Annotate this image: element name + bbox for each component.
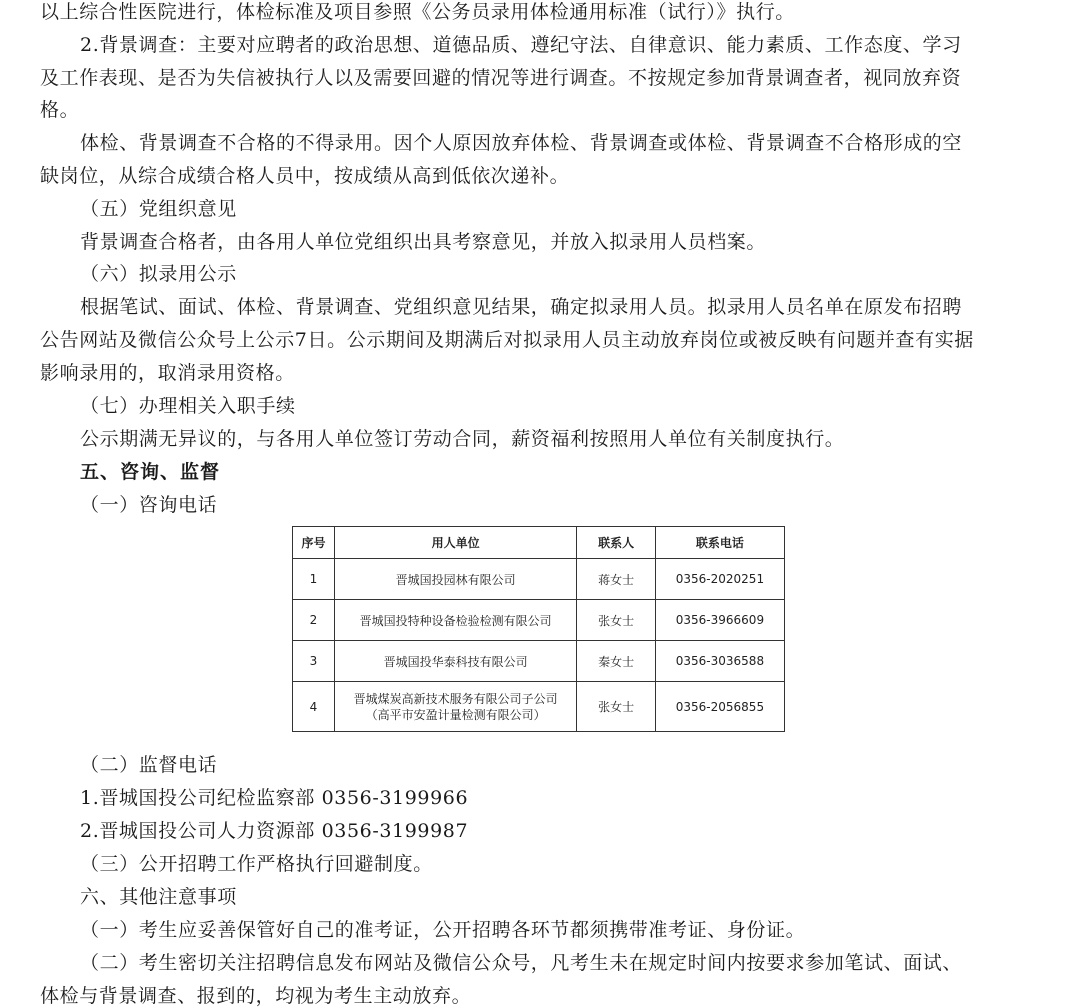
section-heading: （二）监督电话 <box>80 754 218 776</box>
chapter-heading: 五、咨询、监督 <box>80 461 221 483</box>
header-unit: 用人单位 <box>334 527 576 559</box>
paragraph-line: （一）考生应妥善保管好自己的准考证，公开招聘各环节都须携带准考证、身份证。 <box>80 919 806 941</box>
paragraph-line: 影响录用的，取消录用资格。 <box>40 362 295 384</box>
section-heading: （六）拟录用公示 <box>80 263 237 285</box>
paragraph-line: 体检与背景调查、报到的，均视为考生主动放弃。 <box>40 985 472 1007</box>
paragraph-line: 公告网站及微信公众号上公示7日。公示期间及期满后对拟录用人员主动放弃岗位或被反映有问题并查有实据 <box>40 329 974 351</box>
cell-no: 4 <box>293 682 335 732</box>
cell-unit-line2: （高平市安盈计量检测有限公司） <box>365 707 546 722</box>
cell-person: 秦女士 <box>577 641 656 682</box>
paragraph-line: 1.晋城国投公司纪检监察部 0356-3199966 <box>80 787 469 809</box>
table-row <box>293 641 785 682</box>
cell-phone: 0356-2020251 <box>655 559 784 600</box>
table-row <box>293 682 785 732</box>
cell-no: 3 <box>293 641 335 682</box>
table-row <box>293 559 785 600</box>
paragraph-line: （二）考生密切关注招聘信息发布网站及微信公众号，凡考生未在规定时间内按要求参加笔试、面试、 <box>80 952 963 974</box>
cell-unit: 晋城国投特种设备检验检测有限公司 <box>334 600 576 641</box>
paragraph-line: 以上综合性医院进行，体检标准及项目参照《公务员录用体检通用标准（试行）》执行。 <box>40 1 795 23</box>
cell-phone: 0356-3966609 <box>655 600 784 641</box>
cell-unit <box>334 682 576 732</box>
paragraph-line: 及工作表现、是否为失信被执行人以及需要回避的情况等进行调查。不按规定参加背景调查者，视同放弃资 <box>40 67 962 89</box>
section-heading: （七）办理相关入职手续 <box>80 395 296 417</box>
section-heading: （五）党组织意见 <box>80 198 237 220</box>
cell-unit-line1: 晋城煤炭高新技术服务有限公司子公司 <box>353 691 558 706</box>
cell-phone: 0356-2056855 <box>655 682 784 732</box>
contact-table <box>292 526 785 732</box>
paragraph-line: 缺岗位，从综合成绩合格人员中，按成绩从高到低依次递补。 <box>40 165 570 187</box>
header-phone: 联系电话 <box>655 527 784 559</box>
table-row <box>293 600 785 641</box>
header-no: 序号 <box>293 527 335 559</box>
chapter-heading: 六、其他注意事项 <box>80 886 237 908</box>
table-header-row <box>293 527 785 559</box>
cell-unit: 晋城国投园林有限公司 <box>334 559 576 600</box>
cell-person: 蒋女士 <box>577 559 656 600</box>
paragraph-line: 体检、背景调查不合格的不得录用。因个人原因放弃体检、背景调查或体检、背景调查不合格形成的空 <box>80 132 963 154</box>
paragraph-line: 格。 <box>40 99 80 121</box>
paragraph-line: 根据笔试、面试、体检、背景调查、党组织意见结果，确定拟录用人员。拟录用人员名单在原发布招聘 <box>80 296 963 318</box>
header-person: 联系人 <box>577 527 656 559</box>
cell-no: 1 <box>293 559 335 600</box>
paragraph-line: 2.晋城国投公司人力资源部 0356-3199987 <box>80 820 469 842</box>
section-heading: （一）咨询电话 <box>80 494 218 516</box>
cell-person: 张女士 <box>577 600 656 641</box>
cell-no: 2 <box>293 600 335 641</box>
paragraph-line: 公示期满无异议的，与各用人单位签订劳动合同，薪资福利按照用人单位有关制度执行。 <box>80 428 845 450</box>
cell-person: 张女士 <box>577 682 656 732</box>
paragraph-line: 2.背景调查：主要对应聘者的政治思想、道德品质、遵纪守法、自律意识、能力素质、工作态度、学习 <box>80 34 962 56</box>
section-heading: （三）公开招聘工作严格执行回避制度。 <box>80 853 433 875</box>
cell-phone: 0356-3036588 <box>655 641 784 682</box>
cell-unit: 晋城国投华泰科技有限公司 <box>334 641 576 682</box>
paragraph-line: 背景调查合格者，由各用人单位党组织出具考察意见，并放入拟录用人员档案。 <box>80 231 767 253</box>
